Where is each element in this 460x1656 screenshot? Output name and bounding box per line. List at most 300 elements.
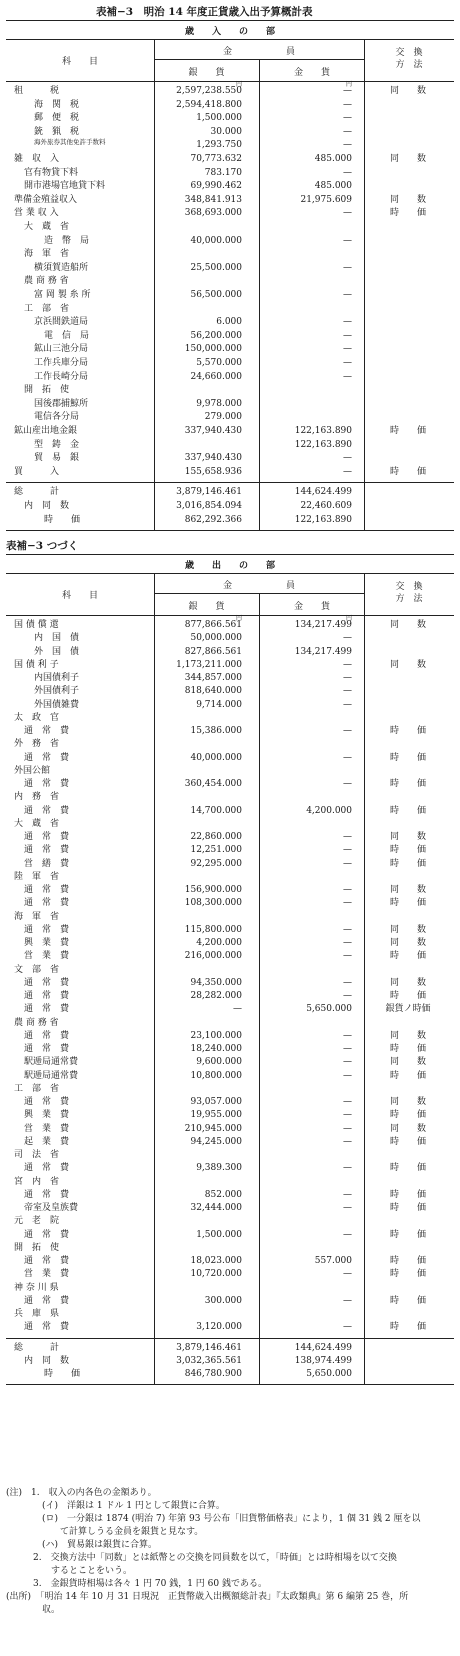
table-body [6, 616, 454, 1338]
total-label: 総 計 [14, 1342, 60, 1353]
row-label: 通 常 費 [24, 1295, 70, 1306]
silver-value: 155,658.936 [184, 466, 242, 477]
row-label: 通 常 費 [24, 991, 70, 1001]
gold-value: — [343, 898, 352, 909]
row-label: 買 入 [14, 466, 60, 477]
table-header [6, 20, 454, 82]
row-label: 海外旅券其他免許手数料 [34, 138, 106, 147]
row-label: 元 老 院 [14, 1216, 60, 1227]
silver-value: 818,640.000 [184, 686, 242, 697]
column-gold: 金 貨 [293, 602, 330, 612]
note-line: 2. 交換方法中「同数」とは紙幣との交換を同員数を以て，「時価」とは時相場を以て交換 [6, 1553, 397, 1563]
note-line: 3. 金銀貨時相場は各々 1 円 70 銭，1 円 60 銭である。 [6, 1579, 267, 1589]
table-row [6, 425, 454, 438]
gold-value: — [343, 466, 352, 477]
gold-value: — [343, 1044, 352, 1054]
table-row [6, 180, 454, 193]
table-row [6, 871, 454, 884]
table-row [6, 371, 454, 384]
gold-value: — [343, 208, 352, 219]
silver-value: 30.000 [210, 126, 242, 137]
total-gold: 122,163.890 [294, 514, 352, 525]
row-label: 内 国 債 [34, 633, 80, 644]
table1-title: 表補−3 明治 14 年度正貨歳入出予算概計表 [96, 6, 313, 18]
table-row [6, 937, 454, 950]
gold-value: — [343, 673, 352, 683]
silver-value: 337,940.430 [184, 426, 242, 436]
table-row [6, 207, 454, 220]
rule [6, 573, 454, 574]
table-row [6, 646, 454, 659]
row-label: 太 政 官 [14, 712, 60, 723]
row-label: 通 常 費 [24, 924, 70, 935]
silver-value: 852.000 [204, 1189, 242, 1200]
total-silver: 862,292.366 [184, 514, 242, 525]
totals-block [6, 482, 454, 531]
exchange-method: 同 数 [389, 885, 426, 895]
silver-value: 1,173,211.000 [176, 659, 242, 670]
column-item: 科 目 [61, 591, 98, 601]
gold-value: — [343, 699, 352, 710]
total-label: 時 価 [44, 1369, 81, 1379]
table-row [6, 167, 454, 180]
gold-value: 122,163.890 [294, 439, 352, 450]
row-label: 郵 便 税 [34, 113, 80, 124]
table-row [6, 911, 454, 924]
table-row [6, 1083, 454, 1096]
table-row [6, 615, 454, 632]
gold-value: 134,217.499 [294, 646, 352, 657]
gold-value: — [343, 1269, 352, 1280]
table-row [6, 990, 454, 1003]
gold-value: — [343, 951, 352, 962]
gold-value: — [343, 262, 352, 273]
exchange-method: 時 価 [389, 752, 426, 763]
table-row [6, 699, 454, 712]
gold-value: — [343, 317, 352, 328]
exchange-method: 時 価 [389, 805, 426, 816]
table-row [6, 1136, 454, 1149]
note-line: (ロ) 一分銀は 1874 (明治 7) 年第 93 号公布「旧貨幣価格表」により，1 個 31 銭 2 厘を以 [6, 1514, 421, 1524]
silver-value: 783.170 [204, 167, 242, 178]
row-label: 営 業 費 [24, 951, 70, 962]
section-heading: 歳 入 の 部 [184, 27, 275, 37]
silver-value: 56,500.000 [190, 290, 242, 300]
table-row [6, 818, 454, 831]
gold-value: — [343, 779, 352, 789]
revenue-table [6, 20, 454, 531]
table-body [6, 82, 454, 482]
table-row [6, 1149, 454, 1162]
table-row [6, 139, 454, 152]
exchange-method: 同 数 [389, 977, 426, 988]
total-gold: 5,650.000 [306, 1369, 352, 1379]
row-label: 海 軍 省 [24, 249, 70, 260]
exchange-method: 時 価 [389, 951, 426, 962]
table-row [6, 1070, 454, 1083]
silver-value: 2,597,238.550 [176, 86, 242, 96]
gold-value: — [343, 1123, 352, 1134]
exchange-method: 時 価 [389, 1269, 426, 1280]
row-label: 富 岡 製 糸 所 [34, 290, 91, 300]
exchange-method: 同 数 [389, 924, 426, 935]
row-label: 通 常 費 [24, 805, 70, 816]
total-gold: 138,974.499 [294, 1355, 352, 1366]
total-row [6, 486, 454, 499]
gold-value: — [343, 726, 352, 736]
silver-value: 10,800.000 [190, 1070, 242, 1081]
silver-value: 18,023.000 [190, 1256, 242, 1266]
total-gold: 22,460.609 [300, 500, 352, 511]
row-label: 内国債利子 [34, 673, 80, 683]
table-row [6, 805, 454, 818]
total-row [6, 500, 454, 513]
table-row [6, 1043, 454, 1056]
exchange-method: 同 数 [389, 1030, 426, 1041]
row-label: 通 常 費 [24, 845, 70, 856]
table-row [6, 884, 454, 897]
row-label: 駅逓局通常費 [24, 1057, 79, 1068]
gold-value: — [343, 686, 352, 697]
yen-mark: 円 [346, 615, 353, 622]
gold-value: — [343, 1163, 352, 1174]
table-row [6, 384, 454, 397]
note-line: 収。 [6, 1605, 61, 1615]
table-row [6, 1056, 454, 1069]
row-label: 兵 庫 県 [14, 1309, 60, 1319]
gold-value: — [343, 752, 352, 763]
row-label: 通 常 費 [24, 1322, 70, 1333]
exchange-method: 時 価 [389, 1070, 426, 1081]
silver-value: 14,700.000 [190, 805, 242, 816]
gold-value: — [343, 659, 352, 670]
gold-value: — [343, 371, 352, 382]
gold-value: — [343, 1030, 352, 1041]
silver-value: 22,860.000 [190, 832, 242, 842]
total-silver: 3,032,365.561 [176, 1355, 242, 1366]
silver-value: 94,245.000 [190, 1136, 242, 1147]
gold-value: — [343, 832, 352, 842]
row-label: 国 債 利 子 [14, 659, 59, 670]
row-label: 通 常 費 [24, 1189, 70, 1200]
silver-value: 344,857.000 [184, 673, 242, 683]
table-row [6, 1017, 454, 1030]
row-label: 京浜間鉄道局 [34, 317, 89, 328]
total-silver: 846,780.900 [184, 1369, 242, 1379]
exchange-method: 銀貨ノ時価 [385, 1004, 431, 1015]
exchange-method: 時 価 [389, 1322, 426, 1333]
row-label: 営 繕 費 [24, 858, 70, 869]
exchange-method: 時 価 [389, 1256, 426, 1266]
exchange-method: 時 価 [389, 991, 426, 1001]
table-row [6, 466, 454, 479]
gold-value: — [343, 290, 352, 300]
table-row [6, 248, 454, 261]
table-row [6, 1242, 454, 1255]
table-row [6, 738, 454, 751]
table-row [6, 672, 454, 685]
exchange-method: 時 価 [389, 726, 426, 736]
row-label: 電 信 局 [44, 330, 90, 341]
silver-value: 92,295.000 [190, 858, 242, 869]
silver-value: 9,389.300 [196, 1163, 242, 1174]
silver-value: 23,100.000 [190, 1030, 242, 1041]
table-row [6, 221, 454, 234]
table-row [6, 1189, 454, 1202]
exchange-method: 時 価 [389, 1203, 426, 1213]
gold-value: 4,200.000 [306, 805, 352, 816]
row-label: 開 拓 使 [24, 385, 70, 396]
table-row [6, 1268, 454, 1281]
gold-value: — [343, 1097, 352, 1107]
table-row [6, 411, 454, 424]
column-amount: 金 員 [222, 47, 295, 57]
column-method: 交 換 方 法 [395, 582, 423, 604]
table-row [6, 1308, 454, 1321]
gold-value: — [343, 453, 352, 464]
table2-title: 表補−3 つづく [6, 540, 79, 552]
row-label: 帝室及皇族費 [24, 1203, 79, 1213]
silver-value: 25,500.000 [190, 262, 242, 273]
row-label: 外 務 省 [14, 739, 60, 750]
exchange-method: 同 数 [389, 938, 426, 948]
silver-value: 10,720.000 [190, 1269, 242, 1280]
gold-value: 5,650.000 [306, 1004, 352, 1015]
table-row [6, 126, 454, 139]
table-row [6, 357, 454, 370]
gold-value: — [343, 885, 352, 895]
exchange-method: 時 価 [389, 1110, 426, 1121]
table-row [6, 1003, 454, 1016]
table-row [6, 1030, 454, 1043]
silver-value: 877,866.561 [184, 620, 242, 630]
row-label: 文 部 省 [14, 964, 60, 975]
table-row [6, 153, 454, 166]
gold-value: 21,975.609 [300, 194, 352, 205]
exchange-method: 時 価 [389, 1229, 426, 1240]
row-label: 営 業 収 入 [14, 208, 59, 219]
row-label: 貿 易 銀 [34, 453, 80, 464]
row-label: 通 常 費 [24, 885, 70, 895]
table-row [6, 112, 454, 125]
table-row [6, 81, 454, 98]
table-row [6, 99, 454, 112]
silver-value: 40,000.000 [190, 752, 242, 763]
table-row [6, 275, 454, 288]
total-gold: 144,624.499 [294, 487, 352, 498]
total-label: 内 同 数 [24, 1355, 70, 1366]
gold-value: — [343, 924, 352, 935]
silver-value: 156,900.000 [184, 885, 242, 895]
row-label: 外国債利子 [34, 686, 80, 697]
table-header [6, 554, 454, 616]
table-row [6, 289, 454, 302]
silver-value: 69,990.462 [190, 181, 242, 192]
table-row [6, 1282, 454, 1295]
gold-value: — [343, 113, 352, 124]
column-gold: 金 貨 [293, 68, 330, 78]
table-row [6, 791, 454, 804]
silver-value: 216,000.000 [184, 951, 242, 962]
silver-value: 93,057.000 [190, 1097, 242, 1107]
table-row [6, 439, 454, 452]
row-label: 準備金殖益収入 [14, 194, 78, 205]
gold-value: 134,217.499 [294, 620, 352, 630]
silver-value: 4,200.000 [196, 938, 242, 948]
row-label: 横須賀造船所 [34, 262, 89, 273]
row-label: 大 蔵 省 [24, 222, 70, 232]
total-label: 総 計 [14, 487, 60, 498]
column-silver: 銀 貨 [188, 68, 225, 78]
row-label: 通 常 費 [24, 1004, 70, 1015]
table-row [6, 1162, 454, 1175]
table-row [6, 632, 454, 645]
table-row [6, 235, 454, 248]
gold-value: — [343, 235, 352, 246]
row-label: 租 税 [14, 86, 60, 96]
gold-value: — [343, 1136, 352, 1147]
total-silver: 3,879,146.461 [176, 1342, 242, 1353]
row-label: 宮 内 省 [14, 1176, 60, 1187]
table-row [6, 1096, 454, 1109]
table-row [6, 1255, 454, 1268]
silver-value: 32,444.000 [190, 1203, 242, 1213]
totals-block [6, 1338, 454, 1386]
exchange-method: 同 数 [389, 620, 426, 630]
table-row [6, 897, 454, 910]
note-line: (ハ) 貿易銀は銀貨に合算。 [6, 1540, 158, 1550]
gold-value: — [343, 330, 352, 341]
exchange-method: 時 価 [389, 858, 426, 869]
gold-value: — [343, 1203, 352, 1213]
silver-value: 18,240.000 [190, 1044, 242, 1054]
gold-value: — [343, 633, 352, 644]
expenditure-table [6, 554, 454, 1385]
row-label: 工 部 省 [24, 303, 70, 314]
silver-value: 300.000 [204, 1295, 242, 1306]
exchange-method: 同 数 [389, 86, 426, 96]
table-row [6, 659, 454, 672]
row-label: 通 常 費 [24, 779, 70, 789]
gold-value: — [343, 126, 352, 137]
row-label: 陸 軍 省 [14, 871, 60, 882]
column-item: 科 目 [61, 57, 98, 67]
row-label: 国後郡捕鯨所 [34, 398, 89, 409]
row-label: 国 債 償 還 [14, 620, 59, 630]
row-label: 大 蔵 省 [14, 818, 60, 829]
exchange-method: 時 価 [389, 898, 426, 909]
total-silver: 3,879,146.461 [176, 487, 242, 498]
row-label: 通 常 費 [24, 1256, 70, 1266]
row-label: 外 国 債 [34, 646, 80, 657]
gold-value: 557.000 [314, 1256, 352, 1266]
gold-value: — [343, 977, 352, 988]
silver-value: 28,282.000 [190, 991, 242, 1001]
silver-value: 368,693.000 [184, 208, 242, 219]
row-label: 型 鋳 金 [34, 439, 80, 450]
note-line: するとことをいう。 [6, 1566, 133, 1576]
row-label: 農 商 務 省 [24, 276, 69, 287]
total-label: 内 同 数 [24, 500, 70, 511]
table-row [6, 712, 454, 725]
table-row [6, 194, 454, 207]
table-row [6, 685, 454, 698]
row-label: 駅逓局通常費 [24, 1070, 79, 1081]
silver-value: 9,600.000 [196, 1057, 242, 1068]
exchange-method: 時 価 [389, 426, 426, 436]
row-label: 通 常 費 [24, 977, 70, 988]
exchange-method: 時 価 [389, 1163, 426, 1174]
row-label: 雑 収 入 [14, 154, 60, 164]
silver-value: 210,945.000 [184, 1123, 242, 1134]
row-label: 農 商 務 省 [14, 1017, 59, 1028]
exchange-method: 同 数 [389, 659, 426, 670]
silver-value: 56,200.000 [190, 330, 242, 341]
row-label: 外国公館 [14, 765, 51, 776]
table-row [6, 330, 454, 343]
gold-value: — [343, 1110, 352, 1121]
note-line: て計算しうる金員を銀貨と見なす。 [6, 1527, 204, 1537]
gold-value: — [343, 344, 352, 355]
silver-value: 115,800.000 [184, 924, 242, 935]
exchange-method: 同 数 [389, 194, 426, 205]
silver-value: 9,978.000 [196, 398, 242, 409]
table-row [6, 303, 454, 316]
table-row [6, 831, 454, 844]
table-row [6, 1176, 454, 1189]
row-label: 工作長崎分局 [34, 371, 89, 382]
silver-value: 150,000.000 [184, 344, 242, 355]
exchange-method: 時 価 [389, 845, 426, 856]
exchange-method: 時 価 [389, 466, 426, 477]
table-row [6, 725, 454, 738]
gold-value: — [343, 991, 352, 1001]
silver-value: — [233, 1004, 242, 1015]
table-row [6, 924, 454, 937]
table-row [6, 316, 454, 329]
row-label: 通 常 費 [24, 1229, 70, 1240]
gold-value: — [343, 858, 352, 869]
note-line: (出所) 「明治 14 年 10 月 31 日現況 正貨幣歳入出概額総計表」『太政類典』第 6 編第 25 巻，所 [6, 1592, 409, 1602]
row-label: 営 業 費 [24, 1123, 70, 1134]
row-label: 興 業 費 [24, 938, 70, 948]
table-row [6, 262, 454, 275]
yen-mark: 円 [346, 81, 353, 88]
silver-value: 279.000 [204, 412, 242, 423]
silver-value: 15,386.000 [190, 726, 242, 736]
silver-value: 348,841.913 [184, 194, 242, 205]
silver-value: 50,000.000 [190, 633, 242, 644]
silver-value: 5,570.000 [196, 358, 242, 368]
table-row [6, 844, 454, 857]
table-row [6, 398, 454, 411]
table-row [6, 765, 454, 778]
silver-value: 12,251.000 [190, 845, 242, 856]
exchange-method: 同 数 [389, 1057, 426, 1068]
footnotes [6, 1487, 454, 1617]
gold-value: — [343, 1229, 352, 1240]
row-label: 通 常 費 [24, 832, 70, 842]
row-label: 興 業 費 [24, 1110, 70, 1121]
note-line: (注) 1. 収入の内各色の金額あり。 [6, 1488, 157, 1498]
yen-mark: 円 [236, 81, 243, 88]
silver-value: 1,500.000 [196, 1229, 242, 1240]
row-label: 電信各分局 [34, 412, 80, 423]
row-label: 起 業 費 [24, 1136, 70, 1147]
table-row [6, 858, 454, 871]
silver-value: 1,500.000 [196, 113, 242, 124]
total-row [6, 1355, 454, 1368]
